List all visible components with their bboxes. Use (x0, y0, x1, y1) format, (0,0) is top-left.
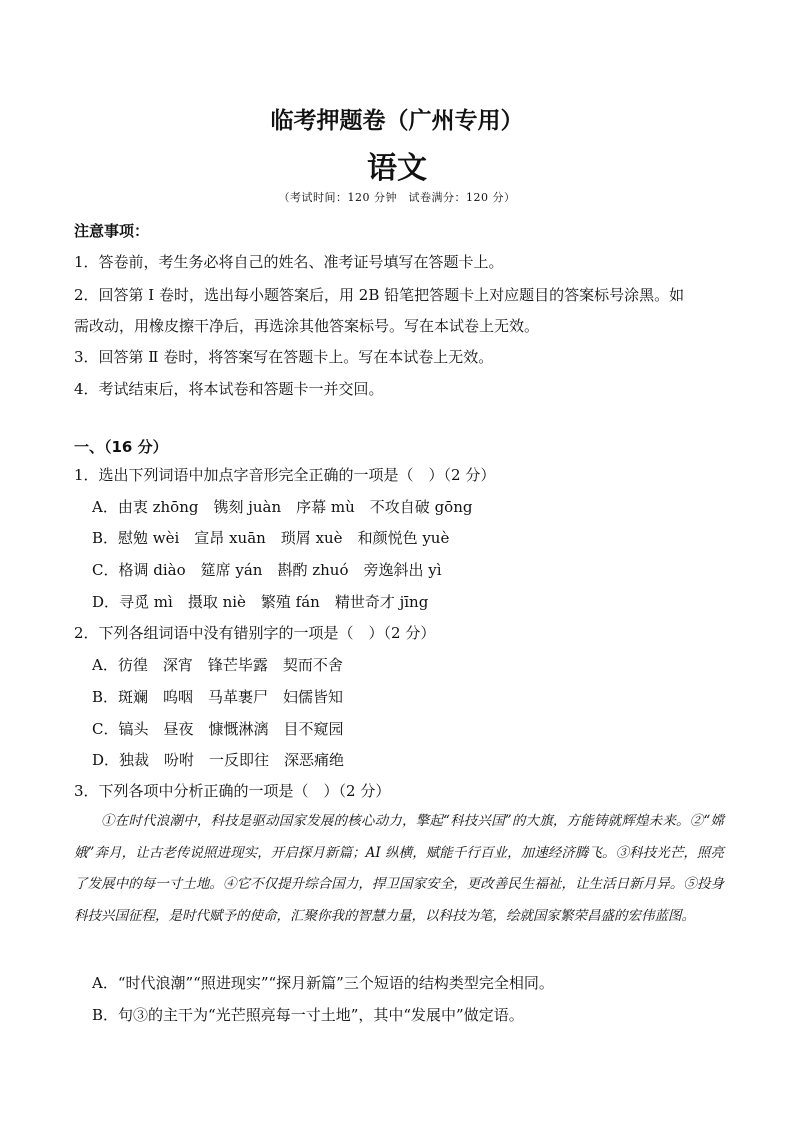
exam-info: （考试时间：120 分钟 试卷满分：120 分） (278, 191, 516, 204)
question-2-stem: 2．下列各组词语中没有错别字的一项是（ ）（2 分） (74, 624, 436, 642)
question-1-stem: 1．选出下列词语中加点字音形完全正确的一项是（ ）（2 分） (74, 466, 496, 484)
question-3-option-a: A．“时代浪潮”“照进现实”“探月新篇”三个短语的结构类型完全相同。 (92, 974, 554, 992)
question-2-option-a: A．彷徨 深宵 锋芒毕露 契而不舍 (92, 656, 343, 674)
question-2-option-c: C．镐头 昼夜 慷慨淋漓 目不窥园 (92, 720, 344, 738)
exam-title: 临考押题卷（广州专用） (270, 108, 524, 134)
question-1-option-b: B．慰勉 wèi 宣昂 xuān 琐屑 xuè 和颜悦色 yuè (92, 529, 450, 547)
subject-title: 语文 (367, 151, 427, 186)
notice-item: 3．回答第 Ⅱ 卷时，将答案写在答题卡上。写在本试卷上无效。 (74, 348, 494, 366)
notice-item: 4．考试结束后，将本试卷和答题卡一并交回。 (74, 380, 384, 398)
question-1-option-c: C．格调 diào 筵席 yán 斟酌 zhuó 旁逸斜出 yì (92, 561, 442, 579)
question-3-passage: ①在时代浪潮中，科技是驱动国家发展的核心动力，擎起“科技兴国”的大旗，方能铸就辉煌未来。②“嫦娥”奔月，让古老传说照进现实，开启探月新篇；AI 纵横，赋能千行百业，加速经济腾飞。③科技光芒，照亮了发展中的每一寸土地。④它不仅提升综合国力，捍卫国家安全，更改善民生福祉，让生活日新月异。⑤投身科技兴国征程，是时代赋予的使命，汇聚你我的智慧力量，以科技为笔，绘就国家繁荣昌盛的宏伟蓝图。 (74, 813, 724, 924)
section-heading: 一、（16 分） (74, 438, 168, 456)
question-2-option-b: B．斑斓 呜咽 马革裹尸 妇儒皆知 (92, 688, 344, 706)
notice-heading: 注意事项： (74, 222, 150, 240)
question-1-option-d: D．寻觅 mì 摄取 niè 繁殖 fán 精世奇才 jīng (92, 593, 429, 611)
notice-item: 2．回答第 Ⅰ 卷时，选出每小题答案后，用 2B 铅笔把答题卡上对应题目的答案标号涂黑。如 (74, 286, 685, 304)
question-1-option-a: A．由衷 zhōng 镌刻 juàn 序幕 mù 不攻自破 gōng (92, 498, 473, 516)
question-3-option-b: B．句③的主干为“光芒照亮每一寸土地”，其中“发展中”做定语。 (92, 1006, 524, 1024)
notice-item: 1．答卷前，考生务必将自己的姓名、准考证号填写在答题卡上。 (74, 253, 504, 271)
question-3-stem: 3．下列各项中分析正确的一项是（ ）（2 分） (74, 782, 391, 800)
notice-item: 需改动，用橡皮擦干净后，再选涂其他答案标号。写在本试卷上无效。 (74, 317, 540, 335)
question-2-option-d: D．独裁 吩咐 一反即往 深恶痛绝 (92, 751, 345, 769)
